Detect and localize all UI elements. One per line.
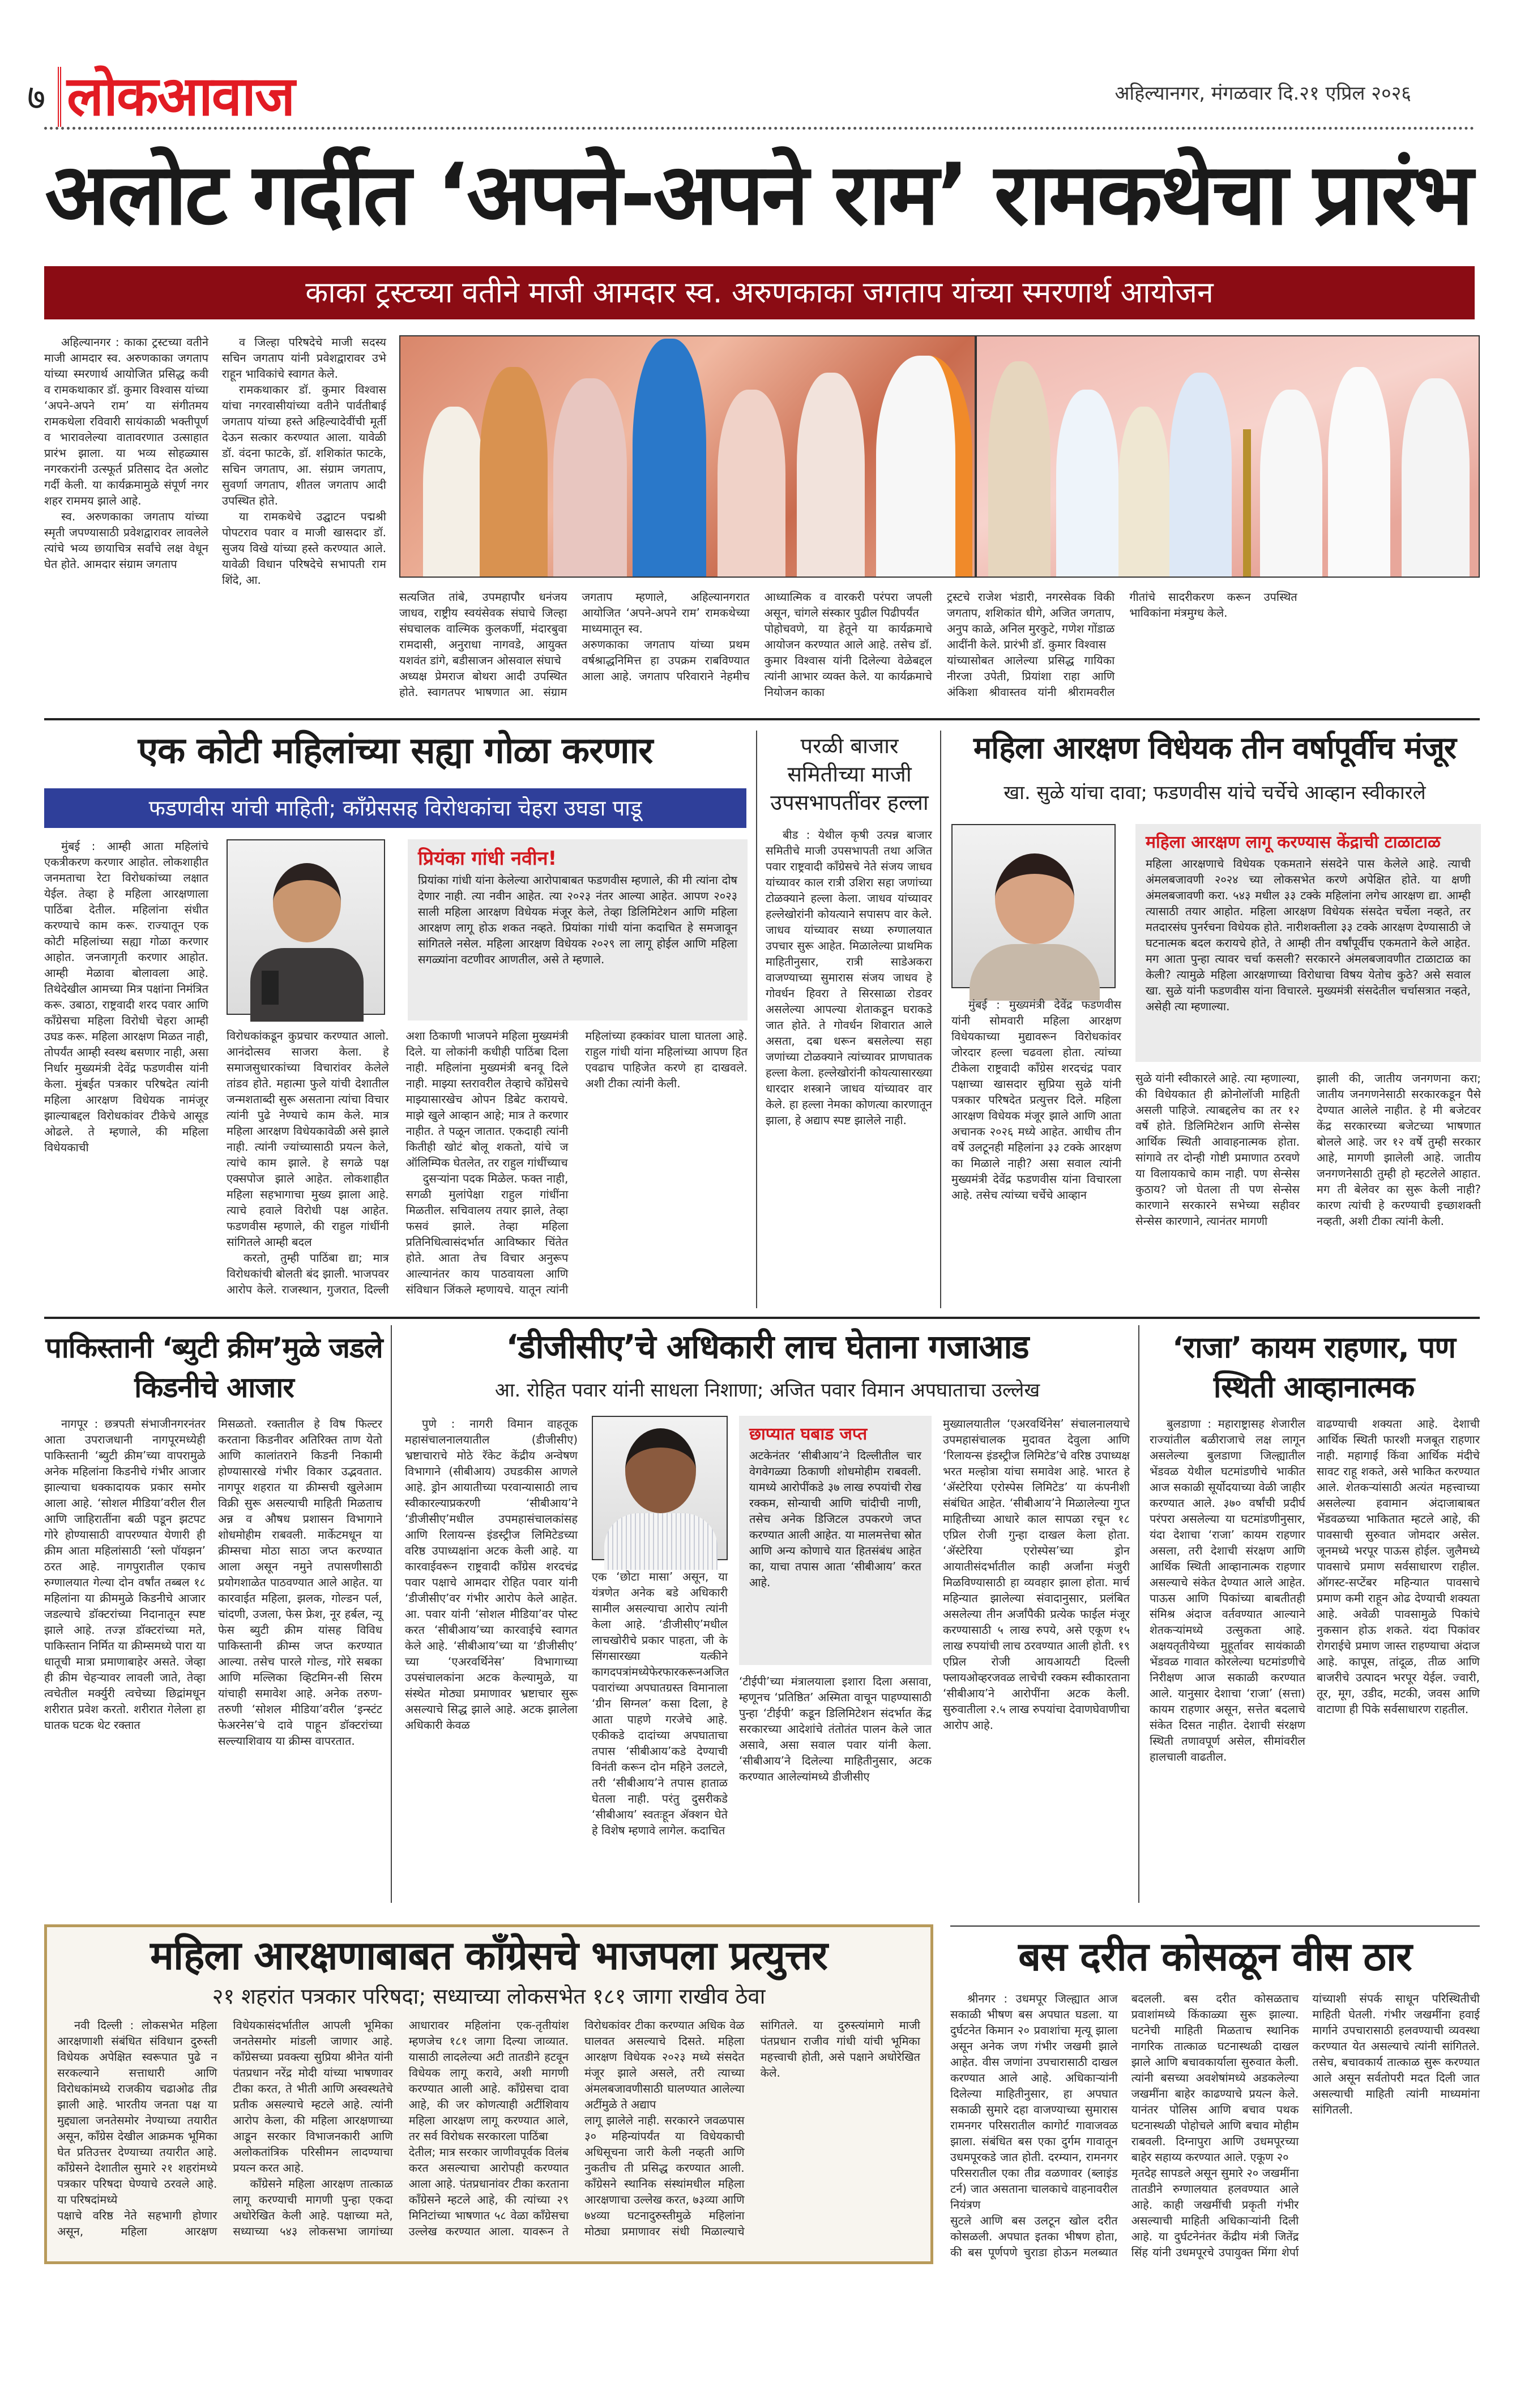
sule-paragraph: सुळे यांनी स्वीकारले आहे. त्या म्हणाल्या, की विधेयकात ही क्रोनोलॉजी माहिती असली पाहिजे. त्याबद्दलेच का तर १२ वर्षे होते. डिलिमिटेशन आणि सेन्सेस आर्थिक स्थिती आवाहनात्मक होता. सांगावे तर दोन्ही गोष्टी प्रमाणात ठरवणे या विलायकाचे काम नाही. पण सेन्सेस कुठाय? जो घेतला ती पण सेन्सेस कारणाने सरकारने सभेच्या सहीवर सेन्सेस कारणाने, त्यानंतर मागणी bbox=[1135, 1071, 1300, 1228]
bus-paragraph: सुटले आणि बस उलटून खोल दरीत कोसळली. अपघात इतका भीषण होता, की बस पूर्णपणे चुराडा होऊन मलब्यात बदलली. बस दरीत कोसळताच प्रवाशांमध्ये किंकाळ्या सुरू झाल्या. घटनेची माहिती मिळताच स्थानिक नागरिक तात्काळ घटनास्थळी दाखल झाले आणि बचावकार्याला सुरुवात केली. त्यांनी बसच्या अवशेषांमध्ये अडकलेल्या जखमींना बाहेर काढण्याचे प्रयत्न केले. यानंतर पोलिस आणि बचाव पथक घटनास्थळी पोहोचले आणि बचाव मोहीम राबवली. दिग्नापुरा आणि उधमपूरच्या बाहेर सहाय्य करण्यात आले. एकूण २० bbox=[950, 1992, 1299, 2259]
cream-paragraph: नागपूर : छत्रपती संभाजीनगरनंतर आता उपराजधानी नागपूरमध्येही पाकिस्तानी ‘ब्युटी क्रीम’च्या वापरामुळे अनेक महिलांना किडनीचे गंभीर आजार झाल्याचा धक्कादायक प्रकार समोर आला आहे. ‘सोशल मीडिया’वरील रील आणि जाहिरातींना बळी पडून झटपट गोरे होण्यासाठी वापरण्यात येणारी ही क्रीम आता महिलांसाठी ‘स्लो पॉयझन’ ठरत आहे. नागपुरातील एकाच रुग्णालयात गेल्या दोन वर्षांत तब्बल १८ महिलांना या क्रीममुळे किडनीचे आजार जडल्याचे डॉक्टरांच्या निदानातून स्पष्ट झाले आहे. तज्ज्ञ डॉक्टरांच्या मते, पाकिस्तान निर्मित या क्रीम्समध्ये पारा या धातूची मात्रा प्रमाणाबाहेर असते. जेव्हा ही क्रीम चेहऱ्यावर लावली जाते, तेव्हा त्वचेतील मर्क्युरी त्वचेच्या छिद्रांमधून शरीरात प्रवेश करतो. शरीरात गेलेला हा घातक घटक थेट रक्तात bbox=[44, 1417, 206, 1732]
dgca-column-3 bbox=[943, 1416, 1130, 1903]
lead-column-2 bbox=[222, 334, 386, 587]
lead-banner: काका ट्रस्टच्या वतीने माजी आमदार स्व. अरुणकाका जगताप यांच्या स्मरणार्थ आयोजन bbox=[44, 266, 1475, 319]
section-divider bbox=[44, 1317, 1480, 1319]
raja-column-2 bbox=[1317, 1416, 1480, 1903]
congress-paragraph: काँग्रेसने महिला आरक्षण तात्काळ लागू करण्याची मागणी पुन्हा एकदा अधोरेखित केली आहे. पक्षाच्या मते, सध्याच्या ५४३ लोकसभा जागांच्या आधारावर महिलांना एक-तृतीयांश म्हणजेच १८१ जागा दिल्या जाव्यात. यासाठी लादलेल्या अटी तातडीने हटवून विधेयक लागू करावे, अशी मागणी करण्यात आली आहे. काँग्रेसचा दावा आहे, की जर कोणत्याही अटींशिवाय महिला आरक्षण लागू करण्यात आले, तर सर्व विरोधक सरकारला पाठिंबा bbox=[233, 2018, 569, 2238]
infobox-text: महिला आरक्षणाचे विधेयक एकमताने संसदेने पास केलेले आहे. त्याची अंमलबजावणी २०२४ च्या लोकसभेत करणे अपेक्षित होते. या क्षणी अंमलबजावणी करा. ५४३ मधील ३३ टक्के महिलांना लगेच आरक्षण द्या. आम्ही त्यासाठी तयार आहोत. महिला आरक्षण विधेयक संसदेत चर्चेला नव्हते, तर मतदारसंघ पुनर्रचना विधेयक होते. नारीशक्तीला ३३ टक्के आरक्षण देण्यासाठी जे घटनात्मक बदल करायचे होते, ते आम्ही तीन वर्षांपूर्वीच एकमताने केले आहेत. मग आता पुन्हा त्यावर चर्चा कसली? सरकारने अंमलबजावणीत टाळाटाळ का केली? त्यामुळे महिला आरक्षणाच्या विरोधाचा विषय येतोच कुठे? असे सवाल खा. सुळे यांनी फडणवीस यांना विचारले. मुख्यमंत्री संसदेतील चर्चासत्रात नव्हते, असेही त्या म्हणाल्या. bbox=[1146, 857, 1471, 1013]
parli-headline: परळी बाजार समितीच्या माजी उपसभापतींवर हल्ला bbox=[770, 733, 929, 815]
fadnavis-headline: एक कोटी महिलांच्या सह्या गोळा करणार bbox=[138, 730, 653, 772]
lead-paragraph: स्व. अरुणकाका जगताप यांच्या स्मृती जपण्यासाठी प्रवेशद्वारावर लावलेले त्यांचे भव्य छायाचित्र सर्वांचे लक्ष वेधून घेत होते. आमदार संग्राम जगताप bbox=[44, 510, 208, 571]
fadnavis-subhead: फडणवीस यांची माहिती; काँग्रेससह विरोधकांचा चेहरा उघडा पाडू bbox=[44, 788, 746, 828]
cream-column-1 bbox=[44, 1416, 206, 1903]
sule-column-2 bbox=[1135, 1070, 1300, 1308]
lead-paragraph: अहिल्यानगर : काका ट्रस्टच्या वतीने माजी आमदार स्व. अरुणकाका जगताप यांच्या स्मरणार्थ आयोजित प्रसिद्ध कवी व रामकथाकार डॉ. कुमार विश्वास यांच्या ‘अपने-अपने राम’ या संगीतमय रामकथेला रविवारी सायंकाळी भक्तीपूर्ण व भारावलेल्या वातावरणात उत्साहात प्रारंभ झाला. या भव्य सोहळ्यास नगरकरांनी उत्स्फूर्त प्रतिसाद देत अलोट गर्दी केली. या कार्यक्रमामुळे संपूर्ण नगर शहर राममय झाले आहे. bbox=[44, 335, 208, 507]
dgca-headline: ‘डीजीसीए’चे अधिकारी लाच घेताना गजाआड bbox=[506, 1327, 1029, 1366]
raja-paragraph: वाढण्याची शक्यता आहे. देशाची आर्थिक स्थिती फारशी मजबूत राहणार नाही. महागाई किंवा आर्थिक मंदीचे सावट राहू शकते, असे भाकित करण्यात आले. शेतकऱ्यांसाठी अत्यंत महत्त्वाच्या असलेल्या हवामान अंदाजाबाबत भेंडवळच्या भाकितात म्हटले आहे, की पावसाची सुरुवात जोमदार असेल. जूनमध्ये भरपूर पाऊस होईल. जुलैमध्ये पावसाचे प्रमाण सर्वसाधारण राहील. ऑगस्ट-सप्टेंबर महिन्यात पावसाचे प्रमाण कमी राहून ओढ देण्याची शक्यता आहे. अवेळी पावसामुळे पिकांचे नुकसान होऊ शकते. यंदा पिकांवर रोगराईचे प्रमाण जास्त राहण्याचा अंदाज आहे. कापूस, तांदूळ, तीळ आणि बाजरीचे उत्पादन भरपूर येईल. ज्वारी, तूर, मूग, उडीद, मटकी, जवस आणि वाटाणा ही पिके सर्वसाधारण राहतील. bbox=[1317, 1417, 1480, 1716]
sule-photo bbox=[951, 824, 1116, 988]
parli-paragraph: बीड : येथील कृषी उत्पन्न बाजार समितीचे माजी उपसभापती तथा अजित पवार राष्ट्रवादी काँग्रेसचे नेते संजय जाधव यांच्यावर काल रात्री उशिरा सहा जणांच्या टोळक्याने हल्ला केला. जाधव यांच्यावर हल्लेखोरांनी कोयत्याने सपासप वार केले. जाधव यांच्यावर सध्या रुग्णालयात उपचार सुरू आहेत. मिळालेल्या प्राथमिक माहितीनुसार, रात्री साडेअकरा वाजण्याच्या सुमारास संजय जाधव हे गोवर्धन हिवरा ते सिरसाळा रोडवर असलेल्या आपल्या शेताकडून घराकडे जात होते. ते गोवर्धन शिवारात आले असता, दबा धरून बसलेल्या सहा जणांच्या टोळक्याने त्यांच्यावर प्राणघातक हल्ला केला. हल्लेखोरांनी कोयत्यासारख्या धारदार शस्त्राने जाधव यांच्यावर वार केले. हा हल्ला नेमका कोणत्या कारणातून झाला, हे अद्याप स्पष्ट झालेले नाही. bbox=[766, 828, 932, 1127]
congress-columns bbox=[47, 2010, 930, 2254]
lead-bottom-columns bbox=[399, 589, 1480, 711]
bus-headline: बस दरीत कोसळून वीस ठार bbox=[1018, 1933, 1412, 1980]
lead-paragraph: यांच्यासोबत आलेल्या प्रसिद्ध गायिका नीरजा उपेती, प्रियांशा राहा आणि अंकिशा श्रीवास्तव यांनी श्रीरामवरील गीतांचे सादरीकरण करून उपस्थित भाविकांना मंत्रमुग्ध केले. bbox=[946, 590, 1297, 699]
sule-infobox bbox=[1135, 824, 1481, 1062]
bus-paragraph: मृतदेह सापडले असून सुमारे २० जखमींना तातडीने रुग्णालयात हलवण्यात आले आहे. काही जखमींची प्रकृती गंभीर असल्याची माहिती अधिकाऱ्यांनी दिली आहे. या दुर्घटनेनंतर केंद्रीय मंत्री जितेंद्र सिंह यांनी उधमपूरचे उपायुक्त मिंगा शेर्पा यांच्याशी संपर्क साधून परिस्थितीची माहिती घेतली. गंभीर जखमींना हवाई मार्गाने उपचारासाठी हलवण्याची व्यवस्था करण्यात येत असल्याचे त्यांनी सांगितले. तसेच, बचावकार्य तात्काळ सुरू करण्यात आले असून सर्वतोपरी मदत दिली जात असल्याची माहिती त्यांनी माध्यमांना सांगितली. bbox=[1131, 1992, 1480, 2259]
congress-story-box bbox=[44, 1924, 933, 2264]
masthead-rule bbox=[44, 127, 1475, 130]
priyanka-infobox bbox=[408, 839, 748, 1021]
dgca-paragraph: एक ‘छोटा मासा’ असून, या यंत्रणेत अनेक बडे अधिकारी सामील असल्याचा आरोप त्यांनी केला आहे. ‘डीजीसीए’मधील लाचखोरीचे प्रकार पाहता, जी के सिंगसारख्या यत्कीने कागदपत्रांमध्येफेरफारकरूनअजित पवारांच्या अपघातग्रस्त विमानाला ‘ग्रीन सिग्नल’ कसा दिला, हे आता पाहणे गरजेचे आहे. एकीकडे दादांच्या अपघाताचा तपास ‘सीबीआय’कडे देण्याची विनंती करून दोन महिने उलटले, तरी ‘सीबीआय’ने तपास हाताळ घेतला नाही. परंतु दुसरीकडे ‘सीबीआय’ स्वतःहून ॲक्शन घेते हे विशेष म्हणावे लागेल. कदाचित bbox=[592, 1570, 729, 1837]
sule-paragraph: झाली की, जातीय जनगणना करा; जातीय जनगणनेसाठी सरकारकडून पैसे देण्यात आलेले नाहीत. हे मी बजेटवर केंद्र सरकारच्या बजेटच्या भाषणात बोलले आहे. जर १२ वर्षे तुम्ही सरकार आहे, मागणी झालेली आहे. जातीय जनगणनेसाठी तुम्ही हो म्हटलेले आहात. मग ती बेलेवर का सुरू केली नाही? कारण त्यांची हे करण्याची इच्छाशक्ती नव्हती, अशी टीका त्यांनी केली. bbox=[1317, 1071, 1481, 1228]
congress-paragraph: नवी दिल्ली : लोकसभेत महिला आरक्षणाशी संबंधित संविधान दुरुस्ती विधेयक अपेक्षित स्वरूपात पुढे न सरकल्याने सत्ताधारी आणि विरोधकांमध्ये राजकीय चढाओढ तीव्र झाली आहे. भारतीय जनता पक्ष या मुद्द्याला जनतेसमोर नेण्याच्या तयारीत असून, काँग्रेस देखील आक्रमक भूमिका घेत प्रतिउत्तर देण्याच्या तयारीत आहे. काँग्रेसने देशातील सुमारे २१ शहरांमध्ये पत्रकार परिषदा घेण्याचे ठरवले आहे. या परिषदांमध्ये bbox=[57, 2018, 217, 2206]
dgca-column-1 bbox=[405, 1416, 578, 1903]
fadnavis-paragraph: मुंबई : आम्ही आता महिलांचे एकत्रीकरण करणार आहोत. लोकशाहीत जनमताचा रेटा विरोधकांच्या लक्षात येईल. तेव्हा हे महिला आरक्षणाला पाठिंबा देतील. महिलांना संधीत करण्याचे काम करू. राज्यातून एक कोटी महिलांच्या सह्या गोळा करणार आहोत. जनजागृती करणार आहोत. आम्ही मेळावा बोलावला आहे. तिथेदेखील आमच्या मित्र पक्षांना निमंत्रित करू. उबाठा, राष्ट्रवादी शरद पवार आणि काँग्रेसचा महिला विरोधी चेहरा आम्ही उघड करू. महिला आरक्षण मिळत नाही, तोपर्यंत आम्ही स्वस्थ बसणार नाही, असा निर्धार मुख्यमंत्री देवेंद्र फडणवीस यांनी केला. मुंबईत पत्रकार परिषदेत त्यांनी महिला आरक्षण विधेयक नामंजूर झाल्याबद्दल विरोधकांवर टीकेचे आसूड ओढले. ते म्हणाले, की महिला विधेयकाची bbox=[44, 839, 208, 1154]
congress-paragraph: लागू झालेले नाही. सरकारने जवळपास ३० महिन्यांपर्यंत या विधेयकाची अधिसूचना जारी केली नव्हती आणि नुकतीच ती प्रसिद्ध करण्यात आली. काँग्रेसने स्थानिक संस्थांमधील महिला आरक्षणाचा उल्लेख करत, ७३व्या आणि ७४व्या घटनादुरुस्तीमुळे महिलांना मोठ्या प्रमाणावर संधी मिळाल्याचे सांगितले. या दुरुस्त्यांमागे माजी पंतप्रधान राजीव गांधी यांची भूमिका महत्त्वाची होती, असे पक्षाने अधोरेखित केले. bbox=[584, 2018, 920, 2238]
dgca-subhead: आ. रोहित पवार यांनी साधला निशाणा; अजित पवार विमान अपघाताचा उल्लेख bbox=[494, 1379, 1040, 1402]
lead-paragraph: पोहोचवणे, या हेतूने या कार्यक्रमाचे आयोजन करण्यात आले आहे. तसेच डॉ. कुमार विश्वास यांनी दिलेल्या वेळेबद्दल त्यांनी आभार व्यक्त केले. या कार्यक्रमाचे नियोजन काका bbox=[764, 622, 932, 699]
lead-paragraph: व जिल्हा परिषदेचे माजी सदस्य सचिन जगताप यांनी प्रवेशद्वारावर उभे राहून भाविकांचे स्वागत केले. bbox=[222, 335, 386, 381]
sule-subhead: खा. सुळे यांचा दावा; फडणवीस यांचे चर्चेचे आव्हान स्वीकारले bbox=[1003, 782, 1426, 804]
lead-paragraph: अध्यक्ष प्रेमराज बोथरा आदी उपस्थित होते. स्वागतपर भाषणात आ. संग्राम जगताप म्हणाले, अहिल्यानगरात आयोजित ‘अपने-अपने राम’ रामकथेच्या माध्यमातून स्व. bbox=[399, 590, 750, 699]
dgca-after-box bbox=[739, 1673, 932, 1903]
fadnavis-column-1 bbox=[44, 838, 208, 1308]
sule-paragraph: मुंबई : मुख्यमंत्री देवेंद्र फडणवीस यांनी सोमवारी महिला आरक्षण विधेयकाच्या मुद्यावरून विरोधकांवर जोरदार हल्ला चढवला होता. त्यांच्या टीकेला राष्ट्रवादी काँग्रेस शरदचंद्र पवार पक्षाच्या खासदार सुप्रिया सुळे यांनी पत्रकार परिषदेत प्रत्युत्तर दिले. महिला आरक्षण विधेयक मंजूर झाले आणि आता अचानक २०२६ मध्ये आहेत. आधीच तीन वर्षे उलटूनही महिलांना ३३ टक्के आरक्षण का मिळाले नाही? असा सवाल त्यांनी मुख्यमंत्री देवेंद्र फडणवीस यांना विचारला आहे. तसेच त्यांच्या चर्चेचे आव्हान bbox=[951, 998, 1121, 1202]
bus-paragraph: श्रीनगर : उधमपूर जिल्ह्यात आज सकाळी भीषण बस अपघात घडला. या दुर्घटनेत किमान २० प्रवाशांचा मृत्यू झाला असून अनेक जण गंभीर जखमी झाले आहेत. वीस जणांना उपचारासाठी दाखल करण्यात आले आहे. अधिकाऱ्यांनी दिलेल्या माहितीनुसार, हा अपघात सकाळी सुमारे दहा वाजण्याच्या सुमारास रामनगर परिसरातील कागोर्ट गावाजवळ झाला. संबंधित बस एका दुर्गम गावातून उधमपूरकडे जात होती. दरम्यान, रामनगर परिसरातील एका तीव्र वळणावर (ब्लाइंड टर्न) जात असताना चालकाचे वाहनावरील नियंत्रण bbox=[950, 1992, 1118, 2211]
bus-columns bbox=[950, 1991, 1480, 2274]
newspaper-logo: लोकआवाज bbox=[67, 65, 294, 128]
lead-paragraph: ट्रस्टचे राजेश भंडारी, नगरसेवक विकी जगताप, शशिकांत धीगे, अजित जगताप, अनुप काळे, अनिल मुरकुटे, गणेश गोंडाळ आदींनी केले. प्रारंभी डॉ. कुमार विश्वास bbox=[946, 590, 1115, 651]
lead-paragraph: अरुणकाका जगताप यांच्या प्रथम वर्षश्राद्धनिमित्त हा उपक्रम राबविण्यात आला आहे. जगताप परिवाराने नेहमीच आध्यात्मिक व वारकरी परंपरा जपली असून, चांगले संस्कार पुढील पिढीपर्यंत bbox=[582, 590, 932, 683]
raja-column-1 bbox=[1150, 1416, 1305, 1903]
column-divider bbox=[391, 1325, 392, 1903]
page-number: ७ bbox=[27, 76, 46, 118]
raid-infobox bbox=[739, 1416, 932, 1665]
fadnavis-paragraph: विरोधकांकडून कुप्रचार करण्यात आलो. आनंदोत्सव साजरा केला. हे समाजसुधारकांच्या विचारांवर केलेले तांडव होते. महात्मा फुले यांची देशातील जन्मशताब्दी सुरू असताना त्यांचा विचार त्यांनी पुढे नेण्याचे काम केले. मात्र महिला आरक्षण विधेयकावेळी असे झाले नाही. त्यांनी ज्यांच्यासाठी प्रयत्न केले, त्यांचे काम झाले. हे सगळे पक्ष एक्सपोज झाले आहेत. लोकशाहीत महिला सहभागाचा मुख्य झाला आहे. त्याचे हवाले विरोधी पक्ष आहेत. फडणवीस म्हणाले, की राहुल गांधींनी सांगितले आम्ही बदल bbox=[227, 1029, 389, 1249]
microphone-icon bbox=[262, 971, 279, 1005]
raja-paragraph: बुलडाणा : महाराष्ट्रासह शेजारील राज्यांतील बळीराजाचे लक्ष लागून असलेल्या बुलडाणा जिल्ह्यातील भेंडवळ येथील घटमांडणीचे भाकीत आज सकाळी सूर्योदयाच्या वेळी जाहीर करण्यात आले. ३७० वर्षांची प्रदीर्घ परंपरा असलेल्या या घटमांडणीनुसार, यंदा देशाचा ‘राजा’ कायम राहणार असला, तरी देशाची संरक्षण आणि आर्थिक स्थिती आव्हानात्मक राहणार असल्याचे संकेत देण्यात आले आहेत. पाऊस आणि पिकांच्या बाबतीतही संमिश्र अंदाज वर्तवण्यात आल्याने शेतकऱ्यांमध्ये उत्सुकता आहे. अक्षयतृतीयेच्या मुहूर्तावर सायंकाळी भेंडवळ गावात कोरलेल्या घटमांडणीचे निरीक्षण आज सकाळी करण्यात आले. यानुसार देशाचा ‘राजा’ (सत्ता) कायम राहणार असून, सत्तेत बदलाचे संकेत दिसत नाहीत. देशाची संरक्षण स्थिती तणावपूर्ण असेल, सीमांवरील हालचाली वाढतील. bbox=[1150, 1417, 1305, 1764]
lead-paragraph: या रामकथेचे उद्घाटन पद्मश्री पोपटराव पवार व माजी खासदार डॉ. सुजय विखे यांच्या हस्ते करण्यात आले. यावेळी विधान परिषदेचे सभापती राम शिंदे, आ. bbox=[222, 510, 386, 587]
congress-headline: महिला आरक्षणाबाबत काँग्रेसचे भाजपला प्रत्युत्तर bbox=[150, 1932, 827, 1979]
lead-column-1 bbox=[44, 334, 208, 572]
infobox-text: प्रियांका गांधी यांना केलेल्या आरोपाबाबत फडणवीस म्हणाले, की मी त्यांना दोष देणार नाही. त्या नवीन आहेत. त्या २०२३ नंतर आल्या आहेत. आपण २०२३ साली महिला आरक्षण विधेयक मंजूर केले, तेव्हा डिलिमिटेशन आणि महिला आरक्षण लागू होऊ शकत नव्हते. प्रियांका गांधी यांना कदाचित हे समजावून सांगितले नसेल. महिला आरक्षण विधेयक २०२९ ला लागू होईल आणि महिला सगळ्यांना वटणीवर आणतील, असे ते म्हणाले. bbox=[418, 873, 737, 966]
column-divider bbox=[940, 731, 941, 1308]
sule-column-1 bbox=[951, 997, 1121, 1308]
infobox-text: अटकेनंतर ‘सीबीआय’ने दिल्लीतील चार वेगवेगळ्या ठिकाणी शोधमोहीम राबवली. यामध्ये आरोपींकडे ३७ लाख रुपयांची रोख रक्कम, सोन्याची आणि चांदीची नाणी, तसेच अनेक डिजिटल उपकरणे जप्त करण्यात आली आहेत. या मालमत्तेचा स्रोत आणि अन्य कोणाचे यात हितसंबंध आहेत का, याचा तपास आता ‘सीबीआय’ करत आहे. bbox=[749, 1449, 921, 1589]
cream-paragraph: मिसळतो. रक्तातील हे विष फिल्टर करताना किडनीवर अतिरिक्त ताण येतो आणि कालांतराने किडनी निकामी होण्यासारखे गंभीर विकार उद्भवतात. नागपूर शहरात या क्रीम्सची खुलेआम विक्री सुरू असल्याची माहिती मिळताच अन्न व औषध प्रशासन विभागाने शोधमोहीम राबवली. मार्केटमधून या क्रीम्सचा मोठा साठा जप्त करण्यात आला असून नमुने तपासणीसाठी प्रयोगशाळेत पाठवण्यात आले आहेत. या कारवाईत महिला, झलक, गोल्डन पर्ल, चांदणी, उजला, फेस फ्रेश, नूर हर्बल, न्यू फेस ब्युटी क्रीम यांसह विविध पाकिस्तानी क्रीम्स जप्त करण्यात आल्या. तसेच पारले गोल्ड, गोरे सबका आणि मल्लिका व्हिटमिन-सी सिरम यांचाही समावेश आहे. अनेक तरुण-तरुणी ‘सोशल मीडिया’वरील ‘इन्स्टंट फेअरनेस’चे दावे पाहून डॉक्टरांच्या सल्ल्याशिवाय या क्रीम्स वापरतात. bbox=[218, 1417, 382, 1748]
fadnavis-columns-2-4 bbox=[227, 1028, 748, 1308]
fadnavis-paragraph: दुसऱ्यांना पदक मिळेल. फक्त नाही, सगळी मुलांपेक्षा राहुल गांधींना मिळतील. सचिवालय तयार झाले, तेव्हा फसवं झाले. तेव्हा महिला प्रतिनिधित्वासंदर्भात आविष्कार चिंतेत होते. आता तेच विचार अनुरूप आल्यानंतर काय पाठवायला आणि संविधान जिंकले म्हणायचे. यातून त्यांनी महिलांच्या हक्कांवर घाला घातला आहे. राहुल गांधी यांना महिलांच्या आपण हित एवढाच पाहिजेत करणे हा दाखवले. अशी टीका त्यांनी केली. bbox=[405, 1029, 748, 1296]
fadnavis-paragraph: करतो, तुम्ही पाठिंबा द्या; मात्र विरोधकांची बोलती बंद झाली. भाजपवर आरोप केले. राजस्थान, गुजरात, दिल्ली अशा ठिकाणी भाजपने महिला मुख्यमंत्री दिले. या लोकांनी कधीही पाठिंबा दिला नाही. महिलांना मुख्यमंत्री बनवू दिले नाही. माझ्या स्तरावरील तेव्हाचे काँग्रेसचे माझ्यासारखेच ओपन डिबेट करायचे. माझे खुले आव्हान आहे; मात्र ते करणार नाहीत. ते पळून जातात. एकदाही त्यांनी कितीही खोटं बोलू शकतो, यांचे ज ऑलिम्पिक घेतलेत, तर राहुल गांधींच्याच bbox=[227, 1029, 569, 1296]
cream-column-2 bbox=[218, 1416, 382, 1903]
fadnavis-photo bbox=[227, 839, 385, 1015]
lamp-icon bbox=[1243, 429, 1251, 577]
section-divider bbox=[950, 1925, 1480, 1927]
section-divider bbox=[44, 718, 1480, 720]
lead-paragraph: रामकथाकार डॉ. कुमार विश्वास यांचा नगरवासीयांच्या वतीने पार्वतीबाई जगताप यांच्या हस्ते अहिल्यादेवींची मूर्ती देऊन सत्कार करण्यात आला. यावेळी डॉ. वंदना फाटके, डॉ. शशिकांत फाटके, सचिन जगताप, आ. संग्राम जगताप, सुवर्णा जगताप, शीतल जगताप आदी उपस्थित होते. bbox=[222, 383, 386, 507]
dgca-paragraph: ‘टीईपी’च्या मंत्रालयाला इशारा दिला असावा, म्हणूनच ‘प्रतिष्ठित’ अस्मिता वाचून पाहण्यासाठी पुन्हा ‘टीईपी’ कडून डिलिमिटेशन संदर्भात केंद्र सरकारच्या आदेशांचे तंतोतंत पालन केले जात असावे, असा सवाल पवार यांनी केला. ‘सीबीआय’ने दिलेल्या माहितीनुसार, अटक करण्यात आलेल्यांमध्ये डीजीसीए bbox=[739, 1675, 932, 1783]
column-divider bbox=[1138, 1325, 1139, 1903]
raja-headline: ‘राजा’ कायम राहणार, पण स्थिती आव्हानात्मक bbox=[1172, 1331, 1455, 1404]
congress-paragraph: पक्षाचे वरिष्ठ नेते सहभागी होणार असून, महिला आरक्षण विधेयकासंदर्भातील आपली भूमिका जनतेसमोर मांडली जाणार आहे. काँग्रेसच्या प्रवक्त्या सुप्रिया श्रीनेत यांनी पंतप्रधान नरेंद्र मोदी यांच्या भाषणावर टीका करत, ते भीती आणि अस्वस्थतेचे प्रतीक असल्याचे म्हटले आहे. त्यांनी आरोप केला, की महिला आरक्षणाच्या आडून सरकार विभाजनकारी आणि अलोकतांत्रिक परिसीमन लादण्याचा प्रयत्न करत आहे. bbox=[57, 2018, 393, 2238]
lead-paragraph: सत्यजित तांबे, उपमहापौर धनंजय जाधव, राष्ट्रीय स्वयंसेवक संघाचे जिल्हा संघचालक वाल्मिक कुलकर्णी, मंदारबुवा रामदासी, अनुराधा नागवडे, आयुक्त यशवंत डांगे, बडीसाजन ओसवाल संघाचे bbox=[399, 590, 567, 667]
infobox-title: प्रियंका गांधी नवीन! bbox=[418, 847, 557, 870]
congress-subhead: २१ शहरांत पत्रकार परिषदा; सध्याच्या लोकसभेत १८१ जागा राखीव ठेवा bbox=[212, 1983, 766, 2009]
sule-headline: महिला आरक्षण विधेयक तीन वर्षापूर्वीच मंजूर bbox=[973, 730, 1456, 766]
lead-headline: अलोट गर्दीत ‘अपने-अपने राम’ रामकथेचा प्रारंभ bbox=[45, 146, 1471, 244]
congress-paragraph: देतील; मात्र सरकार जाणीवपूर्वक विलंब करत असल्याचा आरोपही करण्यात आला आहे. पंतप्रधानांवर टीका करताना काँग्रेसने म्हटले आहे, की त्यांच्या २९ मिनिटांच्या भाषणात ५८ वेळा काँग्रेसचा उल्लेख करण्यात आला. यावरून ते विरोधकांवर टीका करण्यात अधिक वेळ घालवत असल्याचे दिसते. महिला आरक्षण विधेयक २०२३ मध्ये संसदेत मंजूर झाले असले, तरी त्याच्या अंमलबजावणीसाठी घालण्यात आलेल्या अटींमुळे ते अद्याप bbox=[408, 2018, 745, 2238]
lead-photo-felicitation bbox=[399, 335, 976, 578]
parli-column bbox=[766, 827, 932, 1308]
dgca-column-2 bbox=[592, 1569, 728, 1903]
infobox-title: महिला आरक्षण लागू करण्यास केंद्राची टाळाटाळ bbox=[1146, 832, 1441, 852]
column-divider bbox=[756, 731, 757, 1308]
dateline: अहिल्यानगर, मंगळवार दि.२१ एप्रिल २०२६ bbox=[1114, 82, 1411, 105]
rohit-pawar-photo bbox=[592, 1416, 728, 1560]
dgca-paragraph: मुख्यालयातील ‘एअरवर्थिनेस’ संचालनालयाचे उपमहासंचालक मुदावत देवुला आणि ‘रिलायन्स इंडस्ट्रीज लिमिटेड’चे वरिष्ठ उपाध्यक्ष भरत मल्होत्रा यांचा समावेश आहे. भारत हे ‘ॲस्टेरिया एरोस्पेस लिमिटेड’ या कंपनीशी संबंधित आहेत. ‘सीबीआय’ने मिळालेल्या गुप्त माहितीच्या आधारे काल सापळा रचून १८ एप्रिल रोजी गुन्हा दाखल केला होता. ‘ॲस्टेरिया एरोस्पेस’च्या ड्रोन आयातीसंदर्भातील काही अर्जांना मंजुरी मिळविण्यासाठी हा व्यवहार झाला होता. मार्च महिन्यात झालेल्या संवादानुसार, प्रलंबित असलेल्या तीन अर्जांपैकी प्रत्येक फाईल मंजूर करण्यासाठी ५ लाख रुपये, असे एकूण १५ लाख रुपयांची लाच ठरवण्यात आली होती. १९ एप्रिल रोजी आयआयटी दिल्ली फ्लायओव्हरजवळ लाचेची रक्कम स्वीकारताना ‘सीबीआय’ने आरोपींना अटक केली. सुरुवातीला २.५ लाख रुपयांचा देवाणघेवाणीचा आरोप आहे. bbox=[943, 1417, 1130, 1732]
infobox-title: छाप्यात घबाड जप्त bbox=[749, 1424, 868, 1444]
cream-headline: पाकिस्तानी ‘ब्युटी क्रीम’मुळे जडले किडनीचे आजार bbox=[45, 1331, 383, 1404]
lead-photo-lamp-lighting bbox=[976, 335, 1480, 578]
dgca-paragraph: पुणे : नागरी विमान वाहतूक महासंचालनालयातील (डीजीसीए) भ्रष्टाचाराचे मोठे रॅकेट केंद्रीय अन्वेषण विभागाने (सीबीआय) उघडकीस आणले आहे. ड्रोन आयातीच्या परवान्यासाठी लाच स्वीकारल्याप्रकरणी ‘सीबीआय’ने ‘डीजीसीए’मधील उपमहासंचालकांसह आणि रिलायन्स इंडस्ट्रीज लिमिटेडच्या वरिष्ठ उपाध्यक्षांना अटक केली आहे. या कारवाईवरून राष्ट्रवादी काँग्रेस शरदचंद्र पवार पक्षाचे आमदार रोहित पवार यांनी ‘डीजीसीए’वर गंभीर आरोप केले आहेत. आ. पवार यांनी ‘सोशल मीडिया’वर पोस्ट करत ‘सीबीआय’च्या कारवाईचे स्वागत केले आहे. ‘सीबीआय’च्या या ‘डीजीसीए’ च्या ‘एअरवर्थिनेस’ विभागाच्या उपसंचालकांना अटक केल्यामुळे, या संस्थेत मोठ्या प्रमाणावर भ्रष्टाचार सुरू असल्याचे सिद्ध झाले आहे. अटक झालेला अधिकारी केवळ bbox=[405, 1417, 578, 1732]
masthead-divider bbox=[58, 67, 61, 127]
sule-column-3 bbox=[1317, 1070, 1481, 1308]
